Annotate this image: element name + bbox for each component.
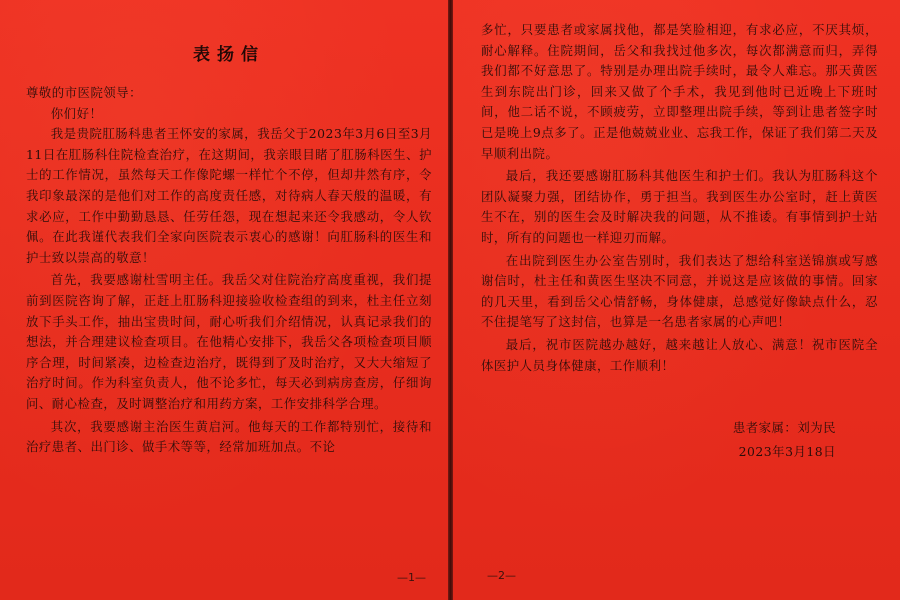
page-number: —1— bbox=[397, 571, 426, 584]
signature-block bbox=[481, 416, 878, 464]
paragraph-farewell: 在出院到医生办公室告别时，我们表达了想给科室送锦旗或写感谢信时，杜主任和黄医生坚决不同意，并说这是应该做的事情。回家的几天里，看到岳父心情舒畅，身体健康，总感觉好像缺点什么，忍不住提笔写了这封信，也算是一名患者家属的心声吧！ bbox=[481, 252, 878, 330]
paragraph-thanks-director: 首先，我要感谢杜雪明主任。我岳父对住院治疗高度重视，我们提前到医院咨询了解，正赶上肛肠科迎接验收检查组的到来，杜主任立刻放下手头工作，抽出宝贵时间，耐心听我们介绍情况，认真记录我们的想法，并合理建议检查项目。在他精心安排下，我岳父各项检查项目顺序合理，时间紧凑，边检查边治疗，既得到了及时治疗，又大大缩短了治疗时间。作为科室负责人，他不论多忙，每天必到病房查房，仔细询问、耐心检查，及时调整治疗和用药方案，工作安排科学合理。 bbox=[26, 272, 432, 411]
letter-page-1 bbox=[0, 0, 448, 600]
letter-date: 2023年3月18日 bbox=[738, 444, 836, 460]
letter-page-2 bbox=[453, 0, 900, 600]
letter-greeting: 你们好！ bbox=[50, 105, 103, 121]
letter-title: 表扬信 bbox=[193, 45, 265, 65]
paragraph-thanks-team: 最后，我还要感谢肛肠科其他医生和护士们。我认为肛肠科这个团队凝聚力强，团结协作，勇于担当。我到医生办公室时，赶上黄医生不在，别的医生会及时解决我的问题，从不推诿。有事情到护士站时，所有的问题也一样迎刃而解。 bbox=[481, 168, 878, 245]
signature: 患者家属：刘为民 bbox=[732, 420, 836, 436]
page-number: —2— bbox=[487, 569, 516, 582]
paragraph-closing: 最后，祝市医院越办越好，越来越让人放心、满意！祝市医院全体医护人员身体健康，工作顺利！ bbox=[481, 336, 878, 373]
paragraph-intro: 我是贵院肛肠科患者王怀安的家属，我岳父于2023年3月6日至3月11日在肛肠科住院检查治疗，在这期间，我亲眼目睹了肛肠科医生、护士的工作情况，虽然每天工作像陀螺一样忙个不停，但却井然有序，令我印象最深的是他们对工作的高度责任感，对待病人春天般的温暖，有求必应，工作中勤勤恳恳、任劳任怨，现在想起来还令我感动，令人钦佩。在此我谨代表我们全家向医院表示衷心的感谢！向肛肠科的医生和护士致以崇高的敬意！ bbox=[26, 126, 432, 265]
paragraph-thanks-doctor-start: 其次，我要感谢主治医生黄启河。他每天的工作都特别忙，接待和治疗患者、出门诊、做手术等等，经常加班加点。不论 bbox=[26, 418, 432, 455]
paragraph-thanks-doctor-cont: 多忙，只要患者或家属找他，都是笑脸相迎，有求必应，不厌其烦，耐心解释。住院期间，岳父和我找过他多次，每次都满意而归，弄得我们都不好意思了。特别是办理出院手续时，最令人难忘。那天黄医生到东院出门诊，回来又做了个手术，我见到他时已近晚上下班时间，他二话不说，不顾疲劳，立即整理出院手续，等到让患者签字时已是晚上9点多了。正是他兢兢业业、忘我工作，保证了我们第二天及早顺利出院。 bbox=[481, 22, 878, 161]
letter-salutation: 尊敬的市医院领导： bbox=[26, 85, 143, 100]
